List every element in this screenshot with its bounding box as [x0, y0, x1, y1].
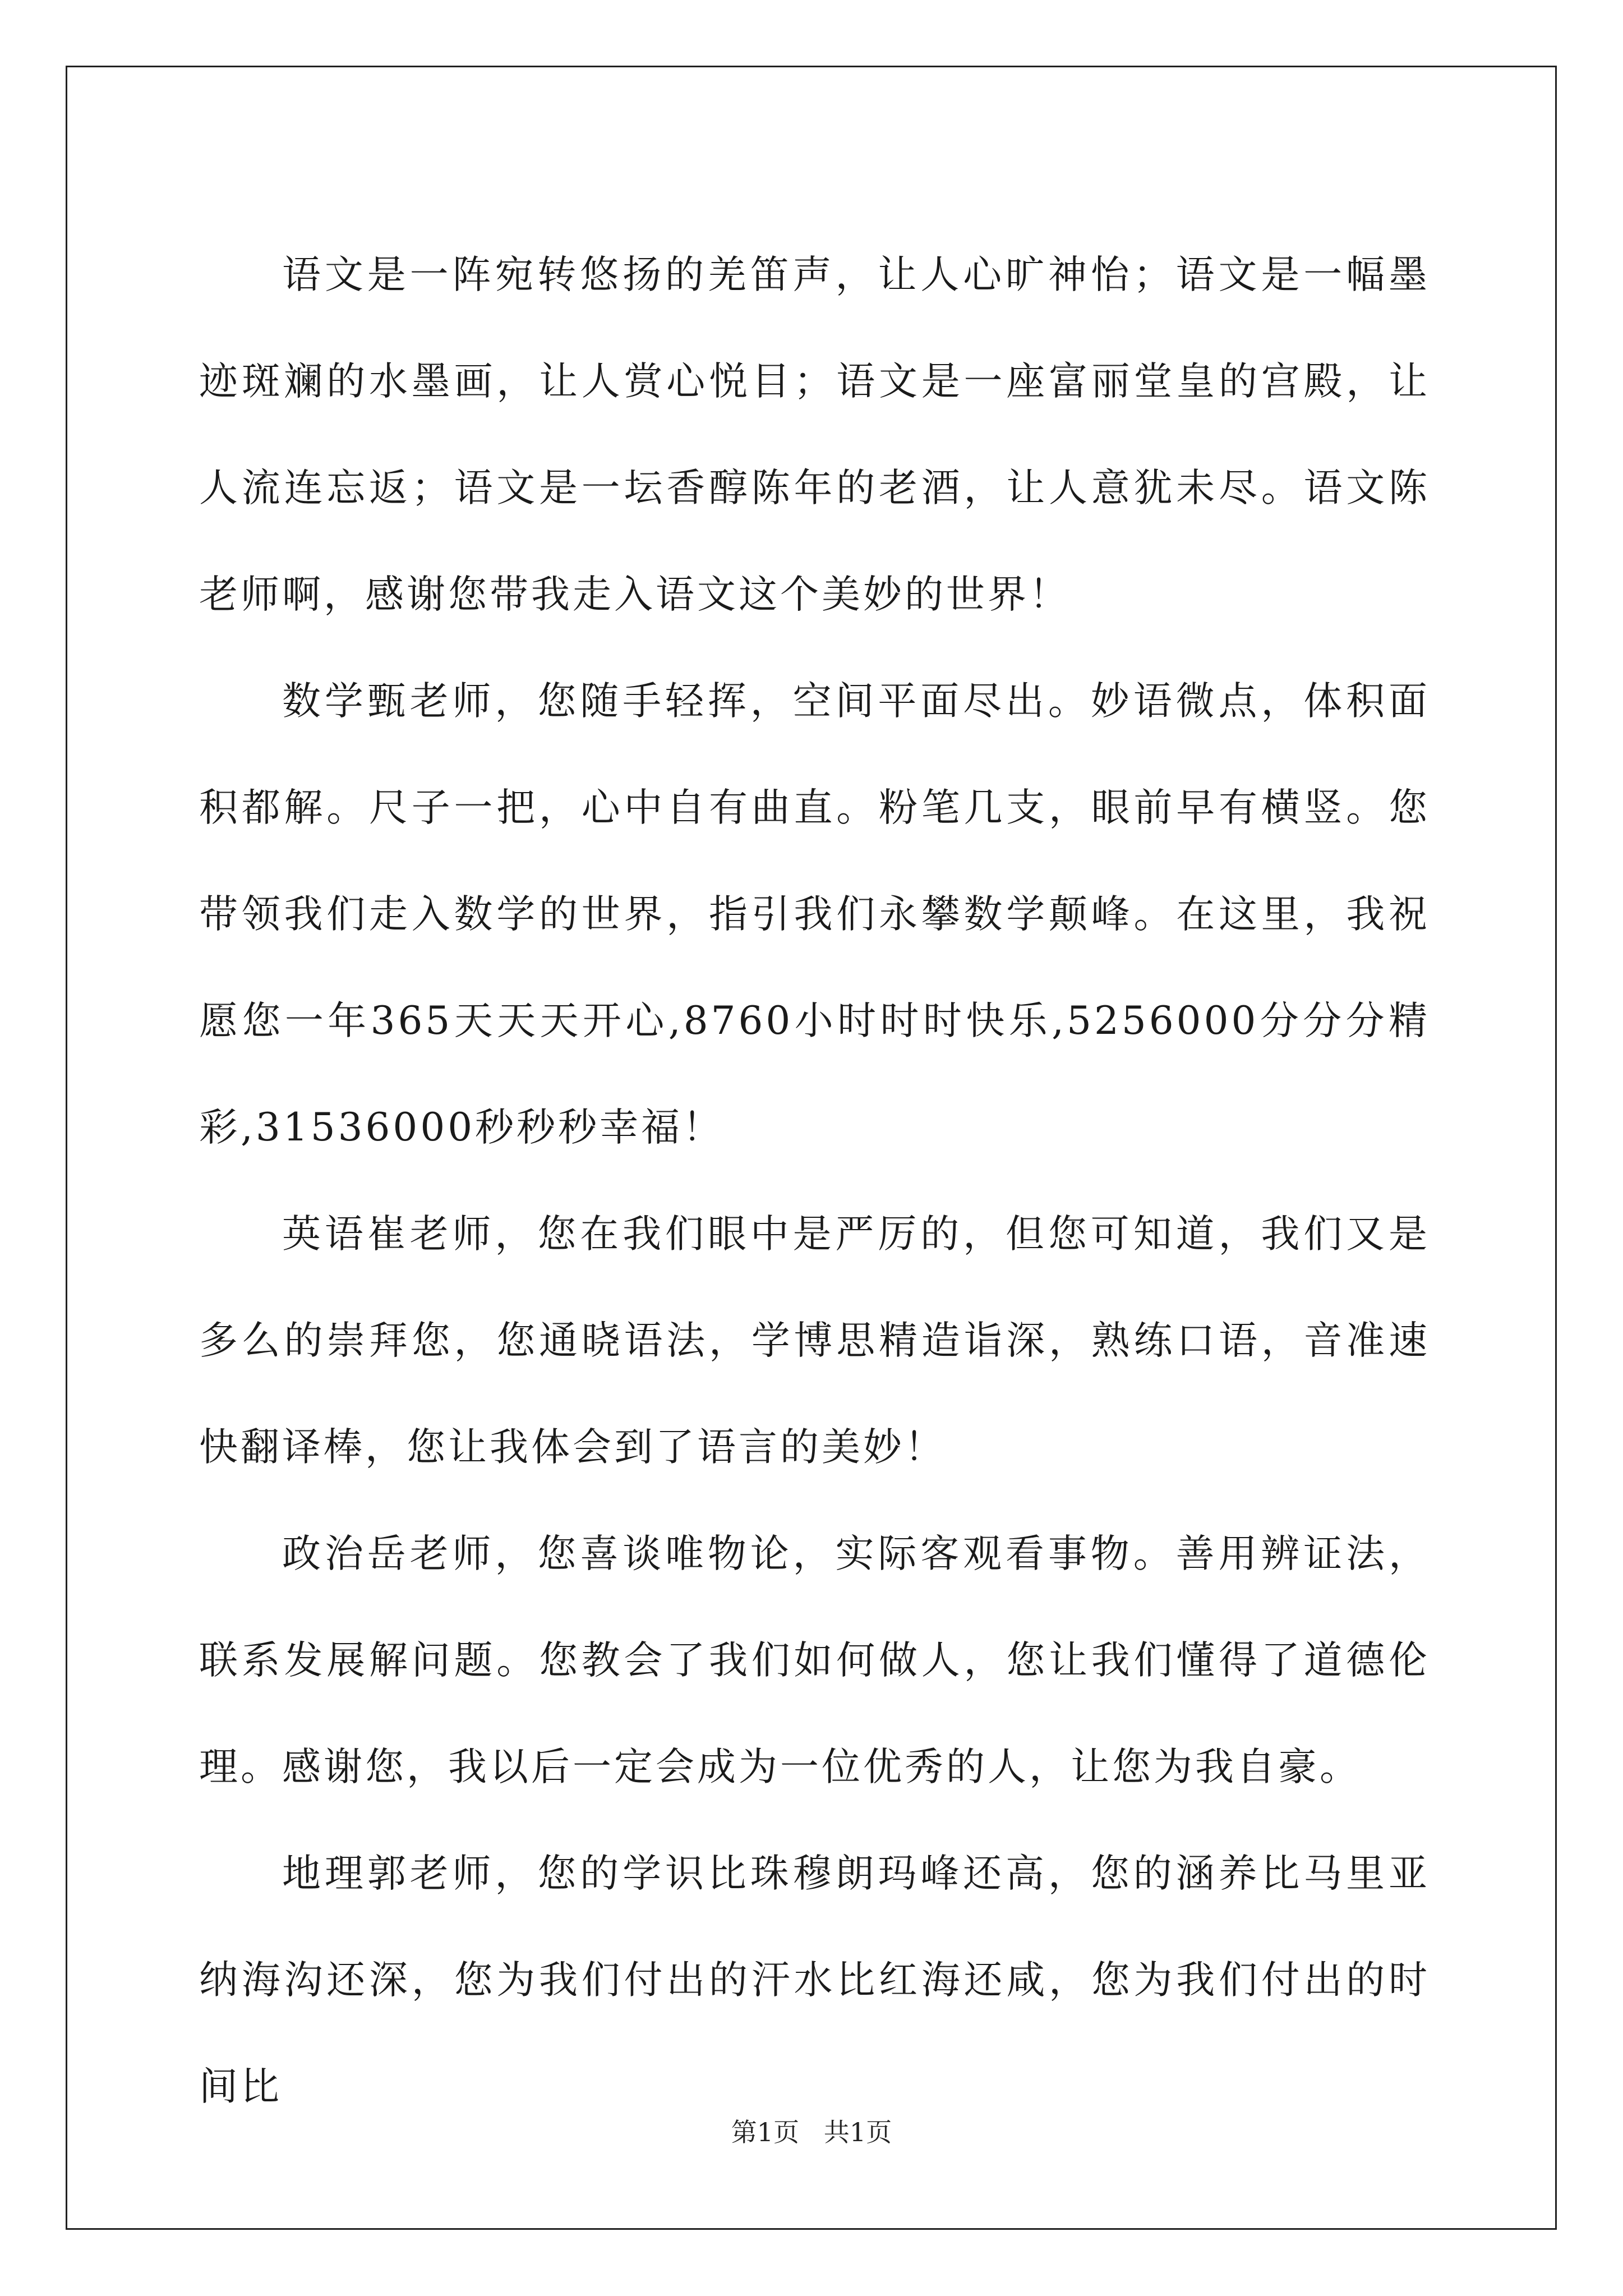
paragraph-chinese-teacher: 语文是一阵宛转悠扬的羌笛声，让人心旷神怡；语文是一幅墨迹斑斓的水墨画，让人赏心悦目；语文是一座富丽堂皇的宫殿，让人流连忘返；语文是一坛香醇陈年的老酒，让人意犹未尽。语文陈老师啊，感谢您带我走入语文这个美妙的世界！: [199, 252, 1430, 617]
document-body: [199, 222, 1430, 2140]
page-footer: 第1页 共1页: [731, 2117, 892, 2147]
paragraph-english-teacher: 英语崔老师，您在我们眼中是严厉的，但您可知道，我们又是多么的崇拜您，您通晓语法，学博思精造诣深，熟练口语，音准速快翻译棒，您让我体会到了语言的美妙！: [199, 1212, 1430, 1470]
paragraph-geography-teacher: 地理郭老师，您的学识比珠穆朗玛峰还高，您的涵养比马里亚纳海沟还深，您为我们付出的汗水比红海还咸，您为我们付出的时间比: [199, 1851, 1430, 2109]
paragraph-math-teacher: 数学甄老师，您随手轻挥，空间平面尽出。妙语微点，体积面积都解。尺子一把，心中自有曲直。粉笔几支，眼前早有横竖。您带领我们走入数学的世界，指引我们永攀数学颠峰。在这里，我祝愿您一年365天天天开心,8760小时时时快乐,5256000分分分精彩,31536000秒秒秒幸福！: [199, 679, 1430, 1150]
paragraph-politics-teacher: 政治岳老师，您喜谈唯物论，实际客观看事物。善用辨证法，联系发展解问题。您教会了我们如何做人，您让我们懂得了道德伦理。感谢您，我以后一定会成为一位优秀的人，让您为我自豪。: [199, 1531, 1430, 1789]
